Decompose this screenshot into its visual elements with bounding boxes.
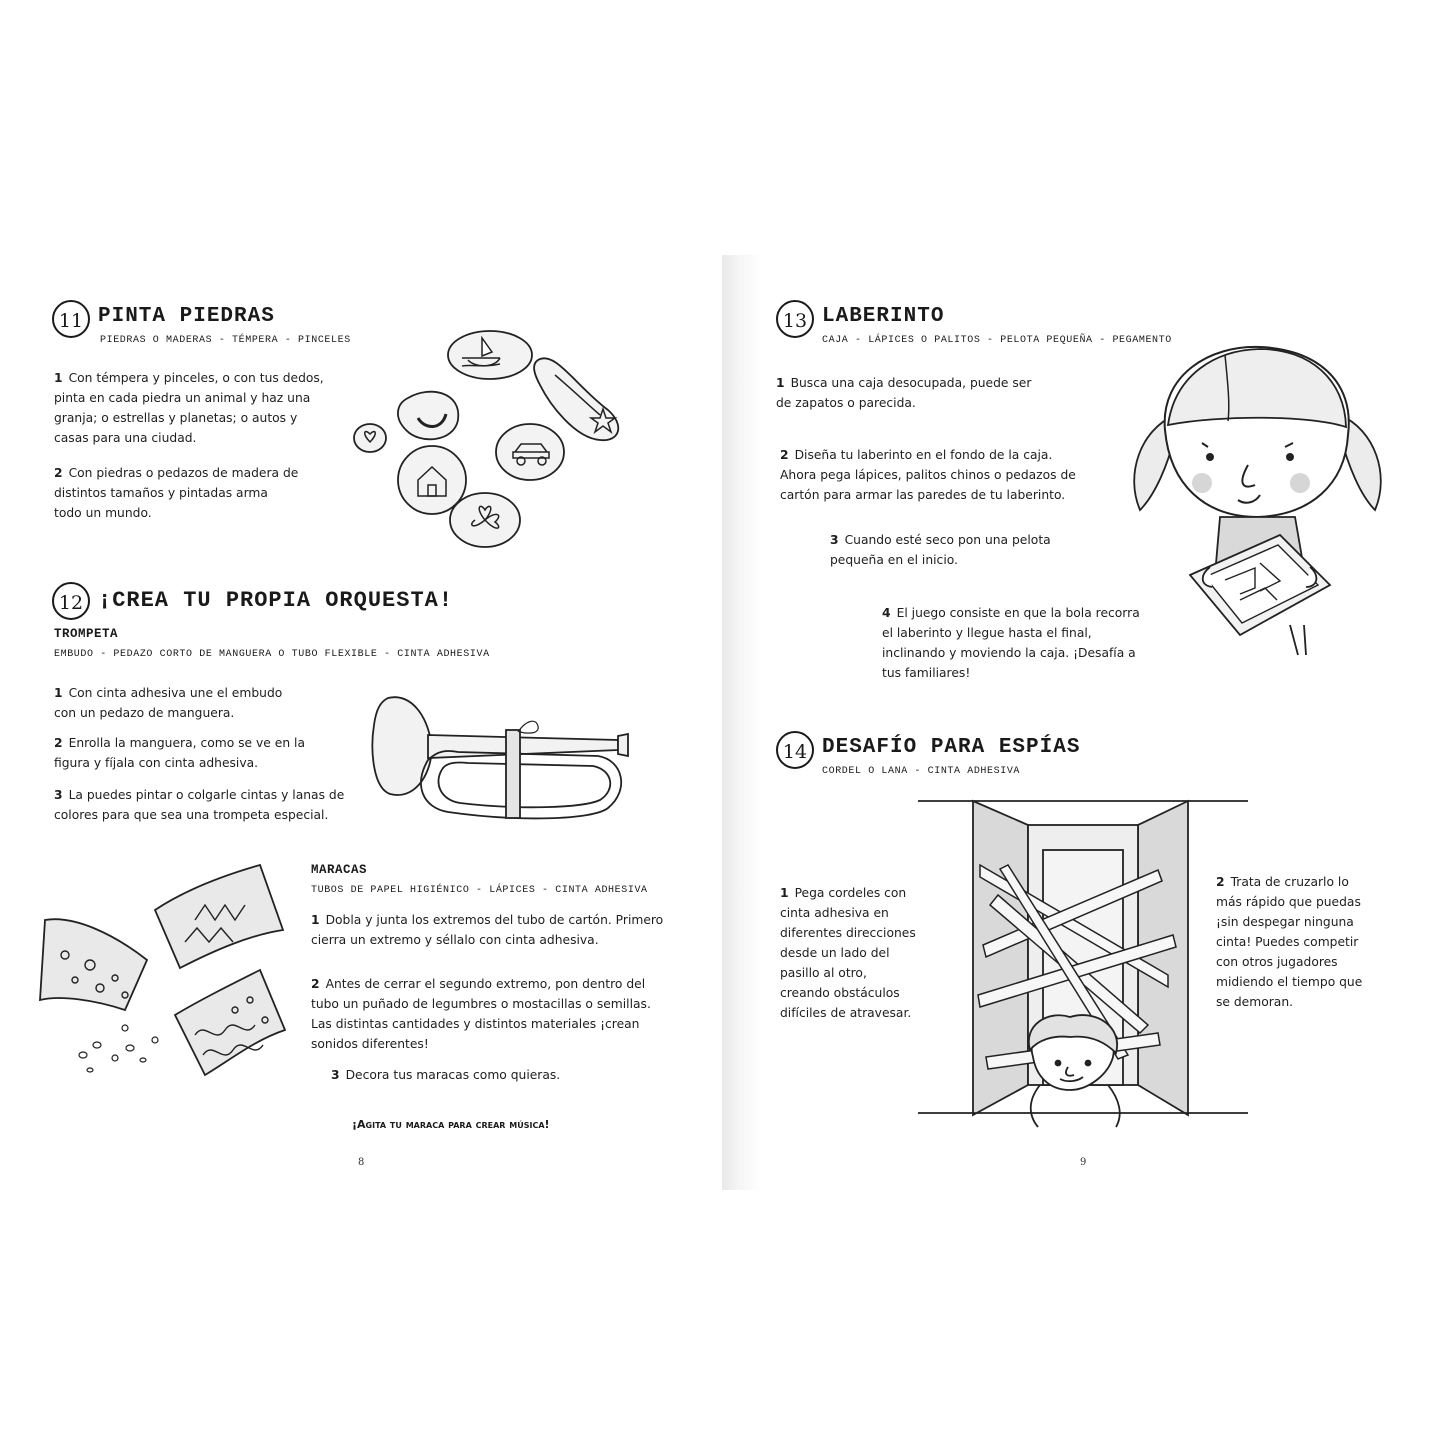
s11-step-1 [54, 368, 354, 448]
section-12-title: ¡CREA TU PROPIA ORQUESTA! [98, 588, 454, 613]
trompeta-step-2 [54, 733, 354, 773]
section-13-materials: CAJA - LÁPICES O PALITOS - PELOTA PEQUEÑA - PEGAMENTO [822, 335, 1172, 346]
step-number: 2 [780, 448, 789, 462]
section-13-number: 13 [776, 300, 814, 338]
step-text: Con cinta adhesiva une el embudo con un pedazo de manguera. [54, 686, 283, 720]
step-number: 2 [311, 977, 320, 991]
girl-with-maze-illustration [1120, 335, 1395, 655]
s13-step-2 [780, 445, 1120, 505]
s13-step-3 [830, 530, 1090, 570]
painted-stones-illustration [350, 330, 650, 560]
section-11-title: PINTA PIEDRAS [98, 305, 275, 328]
step-text: El juego consiste en que la bola recorra el laberinto y llegue hasta el final, inclinando y moviendo la caja. ¡Desafía a tus familiares! [882, 606, 1140, 680]
s13-step-1 [776, 373, 1096, 413]
step-text: Pega cordeles con cinta adhesiva en diferentes direcciones desde un lado del pasillo al otro, creando obstáculos difíciles de atravesar. [780, 886, 916, 1020]
maracas-step-3 [331, 1065, 631, 1085]
page-number-right: 9 [1080, 1157, 1087, 1168]
maracas-heading: MARACAS [311, 863, 368, 877]
maracas-materials: TUBOS DE PAPEL HIGIÉNICO - LÁPICES - CINTA ADHESIVA [311, 885, 648, 896]
maracas-illustration [35, 860, 295, 1090]
step-text: La puedes pintar o colgarle cintas y lanas de colores para que sea una trompeta especial. [54, 788, 345, 822]
maracas-step-2 [311, 974, 691, 1054]
step-number: 2 [1216, 875, 1225, 889]
section-11-materials: PIEDRAS O MADERAS - TÉMPERA - PINCELES [100, 335, 351, 346]
step-number: 1 [54, 686, 63, 700]
trompeta-step-3 [54, 785, 364, 825]
step-text: Dobla y junta los extremos del tubo de cartón. Primero cierra un extremo y séllalo con cinta adhesiva. [311, 913, 664, 947]
step-number: 1 [776, 376, 785, 390]
step-number: 3 [54, 788, 63, 802]
step-text: Cuando esté seco pon una pelota pequeña en el inicio. [830, 533, 1051, 567]
trompeta-step-1 [54, 683, 354, 723]
step-number: 1 [54, 371, 63, 385]
step-text: Enrolla la manguera, como se ve en la figura y fíjala con cinta adhesiva. [54, 736, 306, 770]
maracas-step-1 [311, 910, 681, 950]
section-11-number: 11 [52, 300, 90, 338]
step-number: 4 [882, 606, 891, 620]
step-number: 1 [780, 886, 789, 900]
step-number: 1 [311, 913, 320, 927]
section-13-title: LABERINTO [822, 305, 945, 328]
step-text: Trata de cruzarlo lo más rápido que puedas ¡sin despegar ninguna cinta! Puedes competir con otros jugadores midiendo el tiempo que se demoran. [1216, 875, 1363, 1009]
step-text: Antes de cerrar el segundo extremo, pon dentro del tubo un puñado de legumbres o mostacillas o semillas. Las distintas cantidades y distintos materiales ¡crean sonidos diferentes! [311, 977, 651, 1051]
section-14-title: DESAFÍO PARA ESPÍAS [822, 736, 1081, 759]
step-number: 2 [54, 466, 63, 480]
step-number: 3 [331, 1068, 340, 1082]
step-text: Diseña tu laberinto en el fondo de la caja. Ahora pega lápices, palitos chinos o pedazos de cartón para armar las paredes de tu laberinto. [780, 448, 1076, 502]
section-14-number: 14 [776, 731, 814, 769]
step-number: 2 [54, 736, 63, 750]
step-text: Busca una caja desocupada, puede ser de zapatos o parecida. [776, 376, 1032, 410]
trompeta-materials: EMBUDO - PEDAZO CORTO DE MANGUERA O TUBO FLEXIBLE - CINTA ADHESIVA [54, 649, 490, 660]
page-number-left: 8 [358, 1157, 365, 1168]
section-12-number: 12 [52, 582, 90, 620]
step-number: 3 [830, 533, 839, 547]
step-text: Con témpera y pinceles, o con tus dedos, pinta en cada piedra un animal y haz una granja; o estrellas y planetas; o autos y casas para una ciudad. [54, 371, 324, 445]
section-14-materials: CORDEL O LANA - CINTA ADHESIVA [822, 766, 1021, 777]
trumpet-illustration [368, 690, 638, 840]
step-text: Decora tus maracas como quieras. [345, 1068, 561, 1082]
trompeta-heading: TROMPETA [54, 627, 119, 641]
maracas-motto: ¡Agita tu maraca para crear música! [352, 1118, 550, 1131]
spy-corridor-illustration [918, 795, 1248, 1155]
s11-step-2 [54, 463, 354, 523]
step-text: Con piedras o pedazos de madera de distintos tamaños y pintadas arma todo un mundo. [54, 466, 299, 520]
